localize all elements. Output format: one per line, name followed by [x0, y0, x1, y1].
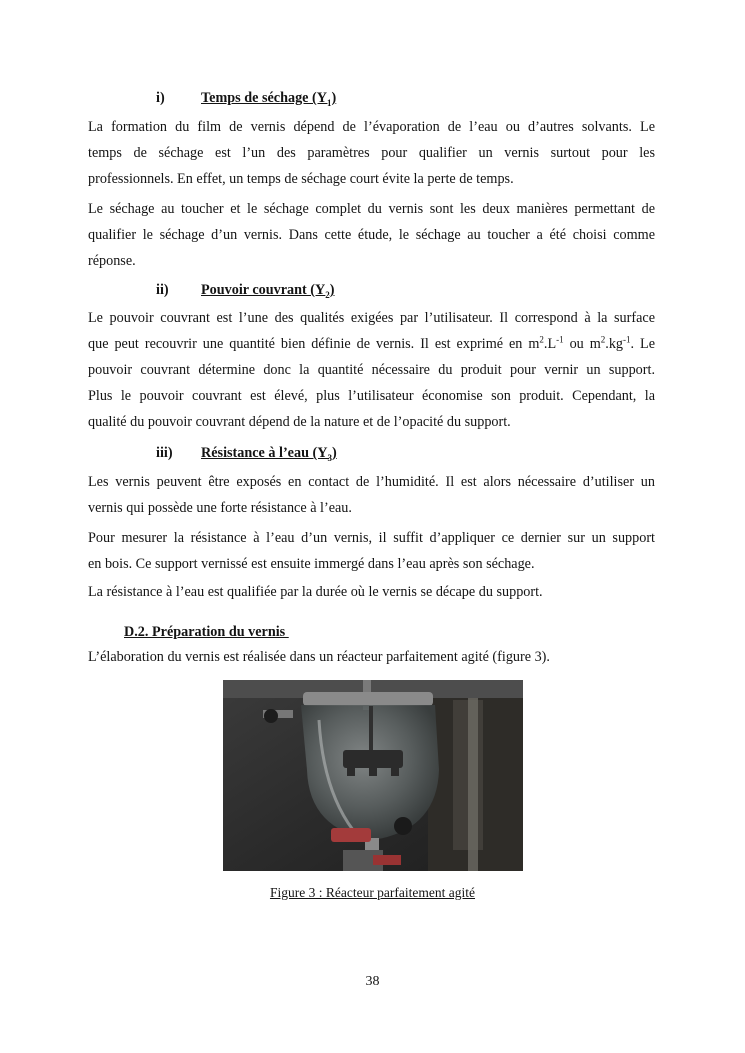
heading-title: Temps de séchage $(Y_1)$ — [201, 90, 337, 108]
heading-number: iii) — [156, 445, 173, 461]
heading-title: Pouvoir couvrant $(Y_2)$ — [201, 282, 335, 300]
heading-number: ii) — [156, 282, 169, 298]
paragraph-pouvoir-couvrant: Le pouvoir couvrant est l’une des qualités exigées par l’utilisateur. Il correspond à la surface que peut recouvrir une quantité bien définie de vernis. Il est exprimé en $m^2.L^{-1}$ ou $m^2.kg^{-1}$. Le pouvoir couvrant détermine donc la quantité nécessaire du produit pour vernir un support. Plus le pouvoir couvrant est élevé, plus l’utilisateur économise son produit. Cependant, la qualité du pouvoir couvrant dépend de la nature et de l’opacité du support. — [88, 310, 655, 430]
paragraph-resistance-3: La résistance à l’eau est qualifiée par la durée où le vernis se décape du support. — [88, 584, 543, 600]
heading-temps-sechage — [156, 90, 336, 107]
line-with-units: que peut recouvrir une quantité bien définie de vernis. Il est exprimé en $m^2.L^{-1}$ ou $m^2.kg^{-1}$. Le — [88, 334, 655, 352]
paragraph-sechage-2: Le séchage au toucher et le séchage complet du vernis sont les deux manières permettant de qualifier le séchage d’un vernis. Dans cette étude, le séchage au toucher a été choisi comme réponse. — [88, 201, 655, 269]
page-number: 38 — [365, 974, 380, 989]
heading-pouvoir-couvrant — [156, 282, 335, 299]
figure-caption: Figure 3 : Réacteur parfaitement agité — [269, 885, 476, 900]
paragraph-sechage-1: La formation du film de vernis dépend de l’évaporation de l’eau ou d’autres solvants. Le temps de séchage est l’un des paramètres pour qualifier un vernis surtout pour les professionnels. En effet, un temps de séchage court évite la perte de temps. — [88, 119, 655, 187]
heading-title: Résistance à l’eau $(Y_3)$ — [201, 445, 337, 463]
paragraph-preparation: L’élaboration du vernis est réalisée dans un réacteur parfaitement agité (figure 3). — [88, 649, 550, 665]
paragraph-resistance-2: Pour mesurer la résistance à l’eau d’un vernis, il suffit d’appliquer ce dernier sur un support en bois. Ce support vernissé est ensuite immergé dans l’eau après son séchage. — [88, 530, 655, 572]
heading-number: i) — [156, 90, 165, 106]
section-heading-d2: D.2. Préparation du vernis — [124, 624, 289, 640]
heading-resistance-eau — [156, 445, 337, 462]
paragraph-resistance-1: Les vernis peuvent être exposés en contact de l’humidité. Il est alors nécessaire d’utiliser un vernis qui possède une forte résistance à l’eau. — [88, 474, 655, 516]
reactor-photo — [223, 680, 523, 871]
